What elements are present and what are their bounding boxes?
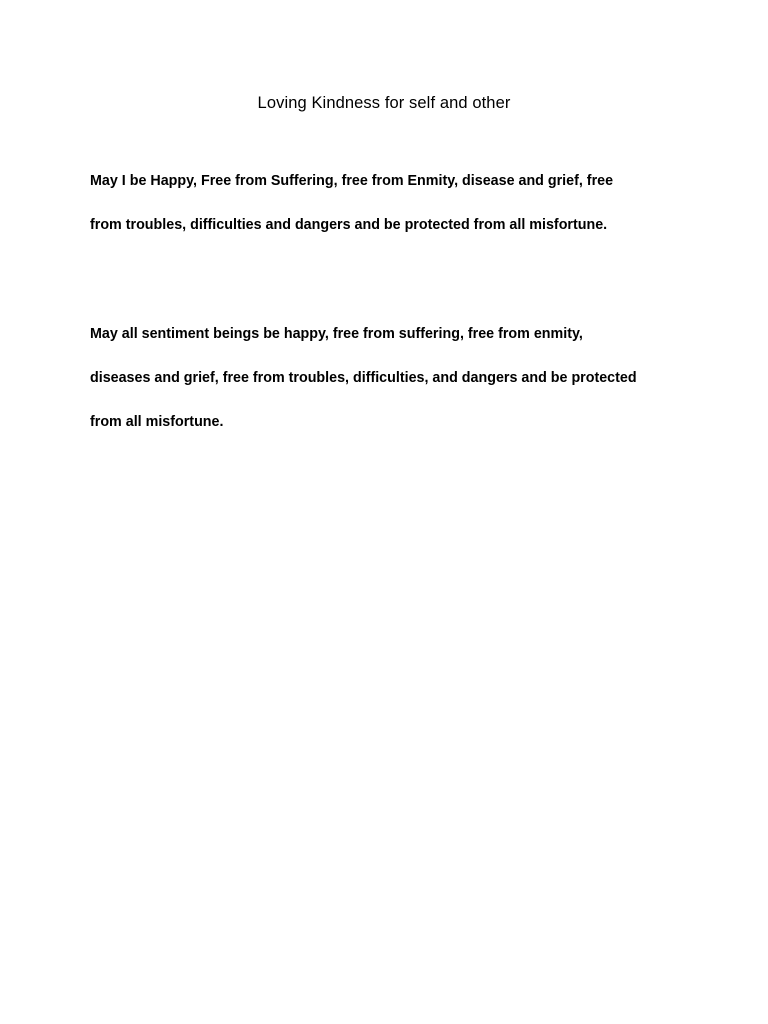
paragraph-line: from troubles, difficulties and dangers and be protected from all misfortune. — [90, 217, 608, 233]
paragraph-line: May all sentiment beings be happy, free from suffering, free from enmity, — [90, 326, 583, 342]
paragraph-self — [90, 170, 690, 258]
paragraph-line: from all misfortune. — [90, 414, 224, 430]
document-title: Loving Kindness for self and other — [257, 94, 511, 112]
paragraph-others — [90, 323, 690, 455]
paragraph-line: diseases and grief, free from troubles, difficulties, and dangers and be protected — [90, 370, 637, 386]
paragraph-line: May I be Happy, Free from Suffering, free from Enmity, disease and grief, free — [90, 173, 614, 189]
